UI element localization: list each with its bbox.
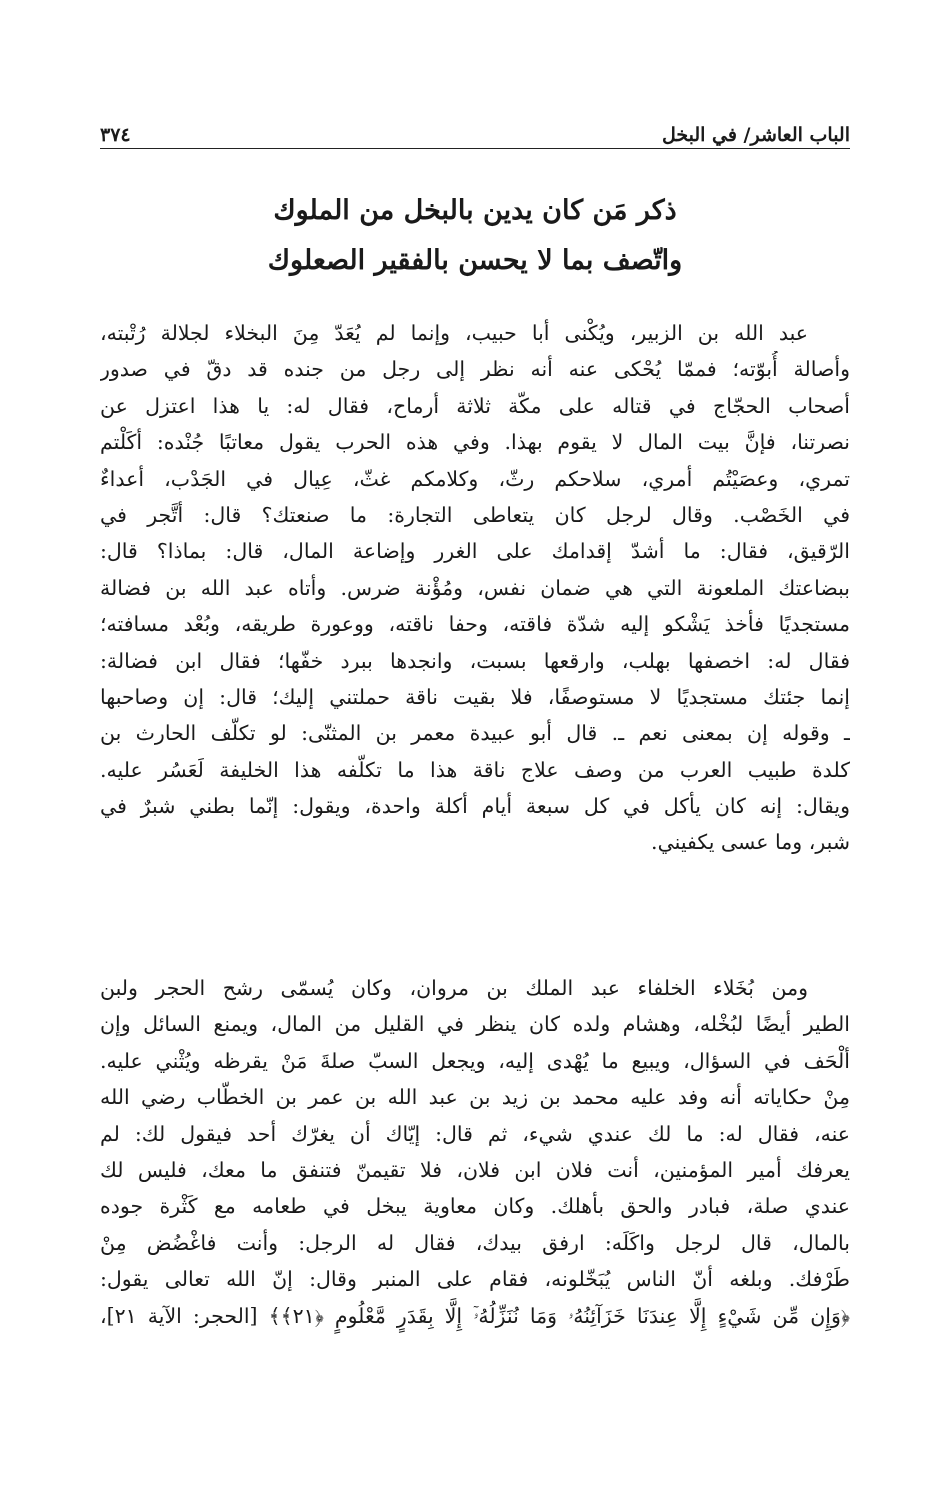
section-title-line-2: واتّصف بما لا يحسن بالفقير الصعلوك <box>267 245 683 276</box>
section-title <box>100 186 850 286</box>
text-line: مستجديًا فأخذ يَشْكو إليه شدّة فاقته، وحفا ناقته، ووعورة طريقه، وبُعْد مسافته؛ <box>100 612 850 637</box>
text-line: ويقال: إنه كان يأكل في كل سبعة أيام أكلة واحدة، ويقول: إنّما بطني شبرٌ في <box>100 794 850 819</box>
text-line: الرّقيق، فقال: ما أشدّ إقدامك على الغرر وإضاعة المال، قال: بماذا؟ قال: <box>100 539 850 564</box>
running-header <box>100 112 850 149</box>
text-line: عنه، فقال له: ما لك عندي شيء، ثم قال: إيّاك أن يغرّك أحد فيقول لك: لم <box>100 1121 850 1146</box>
text-line: بالمال، قال لرجل واكَلَه: ارفق بيدك، فقال له الرجل: وأنت فاغْضُض مِنْ <box>100 1230 850 1255</box>
quran-verse-line: ﴿وَإِن مِّن شَيْءٍ إِلَّا عِندَنَا خَزَآئِنُهُۥ وَمَا نُنَزِّلُهُۥٓ إِلَّا بِقَدَرٍ مَّعْلُومٍ ﴿٢١﴾﴾ [الحجر: الآية ٢١]، <box>100 1303 850 1328</box>
text-line: تمري، وعصَيْتُم أمري، سلاحكم رثّ، وكلامكم غثّ، عِيال في الجَدْب، أعداءٌ <box>100 466 850 491</box>
text-line: شبر، وما عسى يكفيني. <box>651 830 850 855</box>
chapter-title: الباب العاشر/ في البخل <box>661 124 850 146</box>
text-line: كلدة طبيب العرب من وصف علاج ناقة هذا ما تكلّفه هذا الخليفة لَعَسُر عليه. <box>100 757 850 782</box>
text-line: وأصالة أُبوّته؛ فممّا يُحْكى عنه أنه نظر إلى رجل من جنده قد دقّ في صدور <box>100 357 850 382</box>
text-line: مِنْ حكاياته أنه وفد عليه محمد بن زيد بن عبد الله بن عمر بن الخطّاب رضي الله <box>100 1085 850 1110</box>
text-line: ـ وقوله إن بمعنى نعم ـ. قال أبو عبيدة معمر بن المثنّى: لو تكلّف الحارث بن <box>100 721 850 746</box>
text-line: عندي صلة، فبادر والحق بأهلك. وكان معاوية يبخل في طعامه مع كَثْرة جوده <box>100 1194 850 1219</box>
text-line: فقال له: اخصفها بهلب، وارقعها بسبت، وانجدها ببرد خفّها؛ فقال ابن فضالة: <box>100 648 850 673</box>
text-line: ألْحَف في السؤال، ويبيع ما يُهْدى إليه، ويجعل السبّ صلةَ مَنْ يقرظه ويُثْني عليه. <box>100 1048 850 1073</box>
text-line: يعرفك أمير المؤمنين، أنت فلان ابن فلان، فلا تقيمنّ فتنفق ما معك، فليس لك <box>100 1157 850 1182</box>
text-line: ومن بُخَلاء الخلفاء عبد الملك بن مروان، وكان يُسمّى رشح الحجر ولبن <box>100 976 808 1000</box>
section-title-line-1: ذكر مَن كان يدين بالبخل من الملوك <box>273 195 677 226</box>
text-line: طَرْفك. وبلغه أنّ الناس يُبَخّلونه، فقام على المنبر وقال: إنّ الله تعالى يقول: <box>100 1267 850 1292</box>
text-line: في الخَصْب. وقال لرجل كان يتعاطى التجارة: ما صنعتك؟ قال: أتَّجر في <box>100 502 850 527</box>
text-line: عبد الله بن الزبير، ويُكْنى أبا حبيب، وإنما لم يُعَدّ مِنَ البخلاء لجلالة رُتْبته، <box>100 321 808 345</box>
paragraph-1 <box>100 315 850 861</box>
text-line: أصحاب الحجّاج في قتاله على مكّة ثلاثة أرماح، فقال له: يا هذا اعتزل عن <box>100 393 850 418</box>
text-line: ببضاعتك الملعونة التي هي ضمان نفس، ومُؤْنة ضرس. وأتاه عبد الله بن فضالة <box>100 575 850 600</box>
text-line: نصرتنا، فإنَّ بيت المال لا يقوم بهذا. وفي هذه الحرب يقول معاتبًا جُنْده: أكَلْتم <box>100 430 850 455</box>
page-number: ٣٧٤ <box>100 124 131 146</box>
paragraph-2 <box>100 970 850 1334</box>
text-line: إنما جئتك مستجديًا لا مستوصفًا، فلا بقيت ناقة حملتني إليك؛ قال: إن وصاحبها <box>100 684 850 709</box>
text-line: الطير أيضًا لبُخْله، وهشام ولده كان ينظر في القليل من المال، ويمنع السائل وإن <box>100 1012 850 1037</box>
